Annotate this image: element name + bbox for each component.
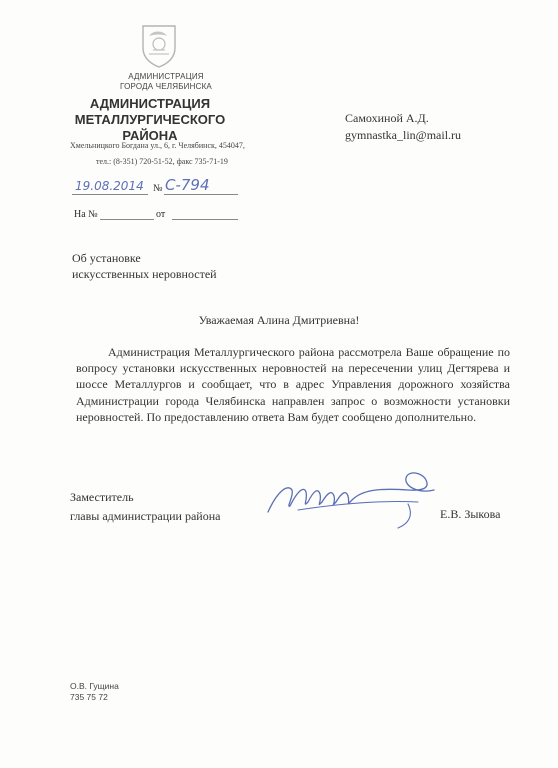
outgoing-number: С-794 bbox=[165, 176, 210, 194]
signatory-name: Е.В. Зыкова bbox=[440, 507, 501, 521]
number-label: № bbox=[153, 183, 163, 194]
letter-body: Администрация Металлургического района рассмотрела Ваше обращение по вопросу установки искусственных неровностей на пересечении улиц Дегтярева и шоссе Металлургов и сообщает, что в адрес Управления дорожного хозяйства Администрации города Челябинска направлен запрос о возможности установки неровностей. По предоставлению ответа Вам будет сообщено дополнительно. bbox=[76, 345, 510, 424]
address-line: Хмельницкого Богдана ул., 6, г. Челябинск, 454047, bbox=[70, 141, 245, 150]
executor-phone: 735 75 72 bbox=[70, 692, 108, 702]
phone-line: тел.: (8-351) 720-51-52, факс 735-71-19 bbox=[96, 157, 228, 166]
letter-subject: Об установке искусственных неровностей bbox=[72, 251, 217, 281]
district-administration-title: АДМИНИСТРАЦИЯ МЕТАЛЛУРГИЧЕСКОГО РАЙОНА bbox=[74, 96, 226, 143]
recipient-email: gymnastka_lin@mail.ru bbox=[345, 128, 462, 142]
incoming-number-label: На № bbox=[74, 209, 98, 220]
number-underline bbox=[164, 194, 238, 195]
recipient-block bbox=[345, 110, 461, 144]
date-underline bbox=[72, 194, 148, 195]
city-administration-label: АДМИНИСТРАЦИЯ ГОРОДА ЧЕЛЯБИНСКА bbox=[120, 72, 212, 91]
executor-block bbox=[70, 681, 119, 703]
coat-of-arms-icon bbox=[137, 22, 181, 68]
recipient-name: Самохиной А.Д. bbox=[345, 111, 429, 125]
incoming-date-label: от bbox=[156, 209, 166, 220]
signatory-title: Заместитель главы администрации района bbox=[70, 490, 221, 523]
incoming-number-underline bbox=[100, 219, 154, 220]
salutation: Уважаемая Алина Дмитриевна! bbox=[198, 313, 360, 327]
outgoing-date: 19.08.2014 bbox=[75, 179, 144, 193]
incoming-date-underline bbox=[172, 219, 238, 220]
executor-name: О.В. Гущина bbox=[70, 681, 119, 691]
handwritten-signature bbox=[258, 460, 448, 535]
